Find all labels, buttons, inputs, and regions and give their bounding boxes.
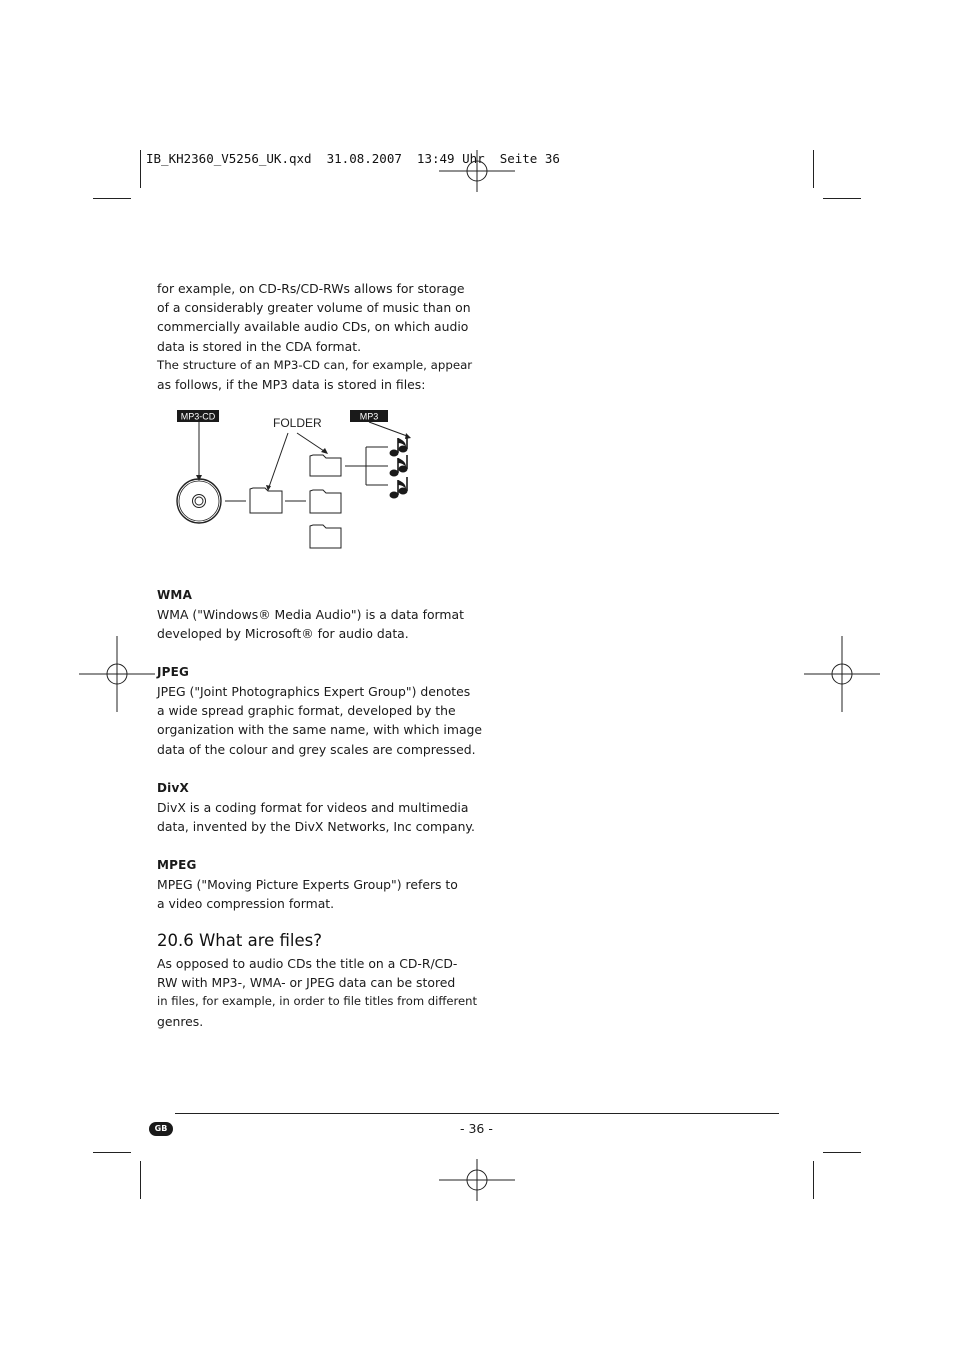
intro-line: for example, on CD-Rs/CD-RWs allows for storage: [157, 281, 465, 296]
registration-mark-right: [804, 636, 880, 712]
cd-disc-icon: [177, 479, 221, 523]
crop-mark-bottom-right-v: [813, 1161, 814, 1199]
crop-mark-top-left-v: [140, 150, 141, 188]
mp3-cd-structure-diagram: [170, 405, 420, 555]
section-line: JPEG ("Joint Photographics Expert Group") denotes: [157, 684, 471, 699]
section-line: data of the colour and grey scales are compressed.: [157, 741, 476, 757]
crop-mark-top-left-h: [93, 198, 131, 199]
music-note-icon: [390, 455, 407, 476]
section-what-are-files: [157, 931, 478, 1031]
section-line: MPEG ("Moving Picture Experts Group") refers to: [157, 877, 458, 892]
section-line: WMA ("Windows® Media Audio") is a data format: [157, 607, 464, 622]
folder-icon: [310, 525, 341, 548]
crop-mark-top-right-v: [813, 150, 814, 188]
section-line: genres.: [157, 1013, 204, 1029]
section-wma: [157, 588, 464, 643]
intro-line: data is stored in the CDA format.: [157, 338, 362, 354]
mp3-cd-label: MP3-CD: [180, 411, 216, 422]
folder-icon: [310, 490, 341, 513]
section-jpeg: [157, 665, 483, 759]
music-note-icon: [390, 477, 407, 498]
mp3-label: MP3: [359, 411, 379, 422]
section-heading: JPEG: [157, 665, 190, 679]
section-heading: MPEG: [157, 858, 197, 872]
section-line: developed by Microsoft® for audio data.: [157, 626, 409, 642]
section-line: DivX is a coding format for videos and multimedia: [157, 800, 469, 815]
music-note-icon: [390, 435, 407, 456]
section-line: a video compression format.: [157, 896, 335, 912]
crop-mark-bottom-left-h: [93, 1152, 131, 1153]
folder-icon: [250, 488, 282, 513]
folder-icon: [310, 455, 341, 476]
page-number: - 36 -: [460, 1121, 493, 1136]
registration-mark-bottom: [439, 1142, 515, 1218]
language-badge: GB: [149, 1122, 173, 1136]
section-heading: WMA: [157, 588, 193, 602]
section-mpeg: [157, 858, 457, 913]
print-slug: IB_KH2360_V5256_UK.qxd 31.08.2007 13:49 Uhr Seite 36: [146, 151, 560, 166]
registration-mark-left: [79, 636, 155, 712]
section-line: data, invented by the DivX Networks, Inc company.: [157, 819, 475, 835]
intro-paragraph: [157, 279, 473, 394]
crop-mark-bottom-right-h: [823, 1152, 861, 1153]
registration-mark-top: [439, 133, 515, 209]
folder-label: FOLDER: [273, 416, 322, 430]
section-line: RW with MP3-, WMA- or JPEG data can be stored: [157, 975, 456, 991]
crop-mark-bottom-left-v: [140, 1161, 141, 1199]
section-divx: [157, 781, 475, 836]
intro-line: The structure of an MP3-CD can, for example, appear: [157, 357, 473, 372]
section-title: 20.6 What are files?: [157, 931, 322, 950]
section-line: organization with the same name, with which image: [157, 722, 483, 738]
section-line: a wide spread graphic format, developed by the: [157, 703, 456, 719]
section-heading: DivX: [157, 781, 189, 795]
footer-rule: [175, 1113, 779, 1114]
crop-mark-top-right-h: [823, 198, 861, 199]
section-line: in files, for example, in order to file titles from different: [157, 994, 478, 1009]
intro-line: of a considerably greater volume of music than on: [157, 300, 471, 316]
intro-line: as follows, if the MP3 data is stored in files:: [157, 377, 426, 393]
intro-line: commercially available audio CDs, on which audio: [157, 319, 469, 335]
section-line: As opposed to audio CDs the title on a CD-R/CD-: [157, 956, 458, 971]
